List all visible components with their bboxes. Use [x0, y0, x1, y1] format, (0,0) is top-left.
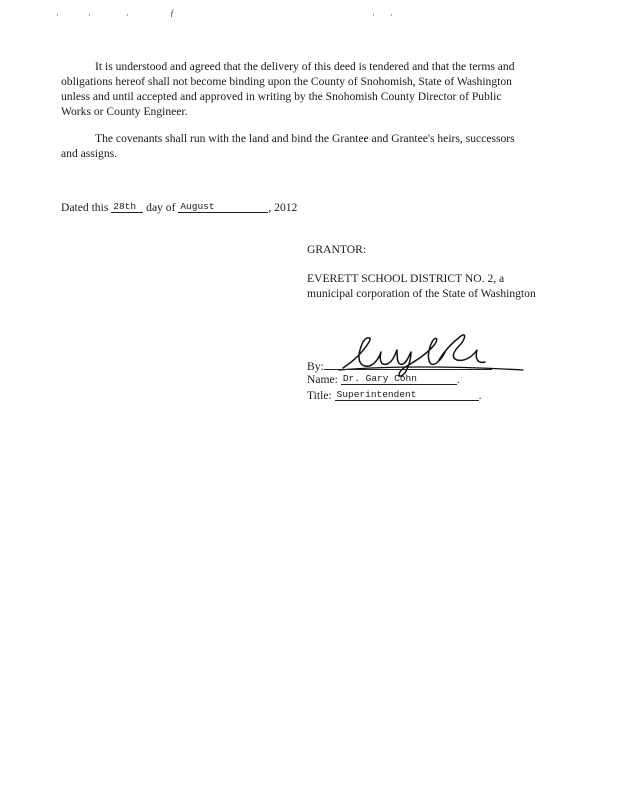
covenants-paragraph-text: The covenants shall run with the land and bind the Grantee and Grantee's heirs, successors and assigns.: [61, 132, 515, 160]
date-month-field: August: [178, 201, 268, 213]
title-field: Superintendent: [335, 389, 479, 401]
acceptance-paragraph: [61, 59, 531, 119]
acceptance-paragraph-text: It is understood and agreed that the delivery of this deed is tendered and that the terms and obligations hereof shall not become binding upon the County of Snohomish, State of Washington unless and until accepted and approved in writing by the Snohomish County Director of Public Works or County Engineer.: [61, 60, 515, 118]
name-label: Name:: [307, 373, 338, 386]
scan-artifacts: · · · ƒ · ·: [56, 8, 393, 20]
grantor-name: EVERETT SCHOOL DISTRICT NO. 2, a municipal corporation of the State of Washington: [307, 272, 536, 300]
dated-line: [61, 200, 297, 215]
name-field: Dr. Gary Cohn: [341, 373, 457, 385]
date-day-field: 28th: [111, 201, 143, 213]
covenants-paragraph: [61, 131, 531, 161]
by-label: By:: [307, 360, 324, 373]
grantor-label: GRANTOR:: [307, 243, 367, 256]
name-row: Name: Dr. Gary Cohn .: [307, 373, 460, 386]
signature-line: [324, 357, 492, 370]
dated-prefix: Dated this: [61, 201, 109, 214]
dated-day-of: day of: [146, 201, 176, 214]
title-row: Title: Superintendent .: [307, 389, 482, 402]
dated-year: , 2012: [268, 201, 298, 214]
title-label: Title:: [307, 389, 332, 402]
